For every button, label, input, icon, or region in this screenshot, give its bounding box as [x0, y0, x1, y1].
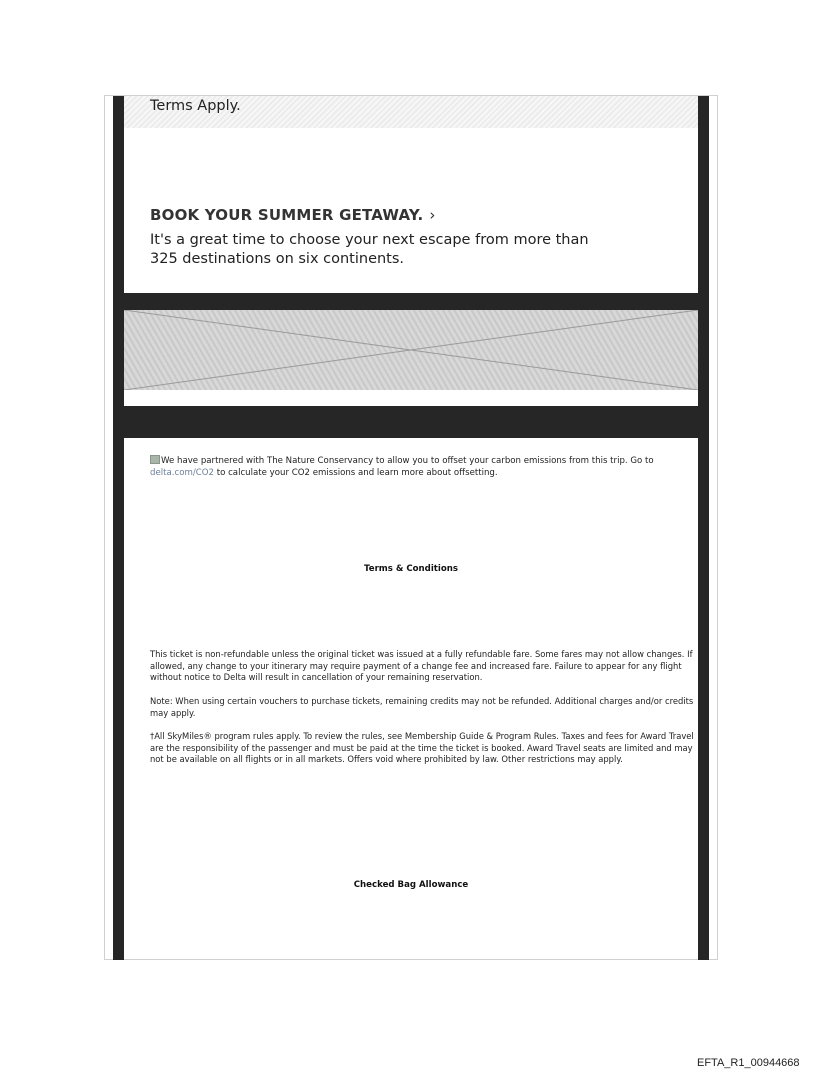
- delta-co2-link[interactable]: delta.com/CO2: [150, 468, 214, 478]
- dark-band-bottom: [124, 406, 698, 438]
- carbon-text-before: We have partnered with The Nature Conservancy to allow you to offset your carbon emissions from this trip. Go to: [161, 456, 654, 466]
- chevron-right-icon: ›: [429, 206, 436, 224]
- promo-heading-text: BOOK YOUR SUMMER GETAWAY.: [150, 206, 424, 224]
- terms-paragraph-refund: This ticket is non-refundable unless the original ticket was issued at a fully refundable fare. Some fares may not allow changes. If allowed, any change to your itinerary may require payment of a change fee and increased fare. Failure to appear for any flight without notice to Delta will result in cancellation of your remaining reservation.: [150, 649, 693, 683]
- terms-paragraph-vouchers: Note: When using certain vouchers to purchase tickets, remaining credits may not be refunded. Additional charges and/or credits may apply.: [150, 696, 694, 718]
- promo-heading-link[interactable]: [150, 206, 436, 224]
- left-border-rail: [113, 96, 124, 960]
- dark-band-top: [124, 293, 698, 310]
- document-id: EFTA_R1_00944668: [697, 1057, 800, 1069]
- promo-body-text: It's a great time to choose your next escape from more than 325 destinations on six continents.: [150, 232, 589, 267]
- image-placeholder-cross-icon: [124, 310, 698, 390]
- carbon-text-after: to calculate your CO2 emissions and learn more about offsetting.: [216, 468, 498, 478]
- email-frame: [104, 95, 718, 960]
- right-border-rail: [698, 96, 709, 960]
- carbon-offset-paragraph: [150, 455, 698, 479]
- terms-apply-text: Terms Apply.: [150, 98, 241, 114]
- broken-image-icon: [150, 455, 160, 464]
- terms-paragraph-skymiles: †All SkyMiles® program rules apply. To review the rules, see Membership Guide & Program Rules. Taxes and fees for Award Travel are the responsibility of the passenger and must be paid at the time the ticket is booked. Award Travel seats are limited and may not be available on all flights or in all markets. Offers void where prohibited by law. Other restrictions may apply.: [150, 731, 694, 765]
- checked-bag-title: Checked Bag Allowance: [353, 880, 469, 890]
- terms-conditions-title: Terms & Conditions: [364, 564, 458, 574]
- broken-hero-image[interactable]: [124, 310, 698, 390]
